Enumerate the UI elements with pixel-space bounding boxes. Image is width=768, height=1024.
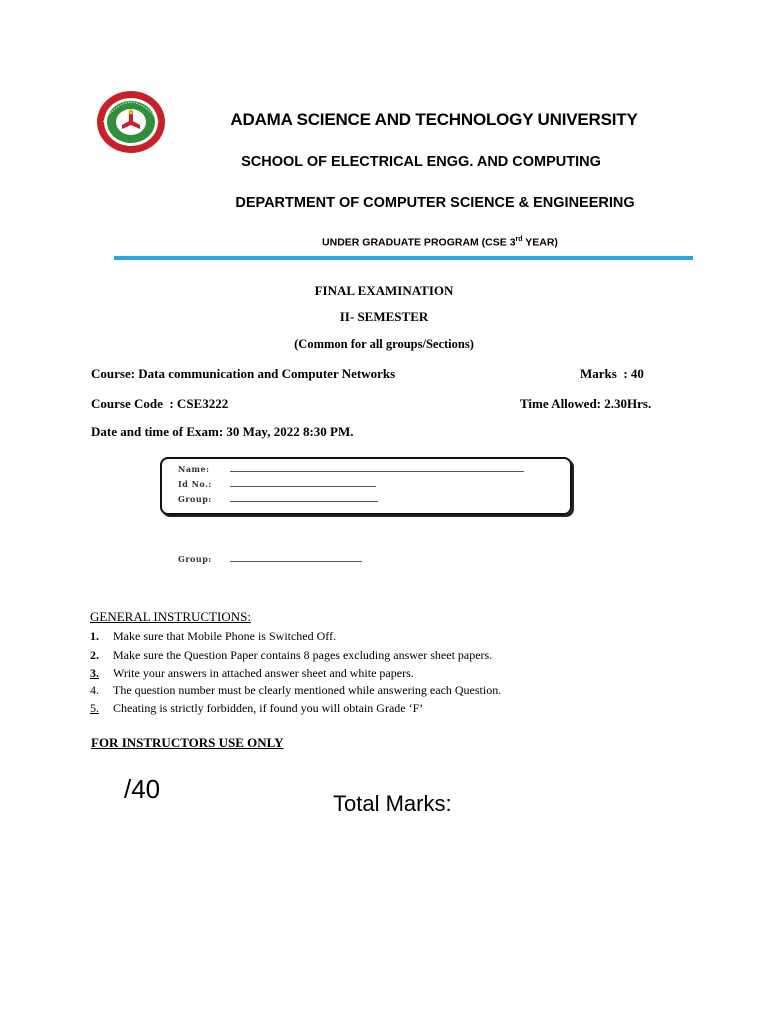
course-name: Course: Data communication and Computer Networks	[91, 366, 396, 381]
group-label-2: Group:	[178, 554, 212, 564]
group-label: Group:	[178, 494, 212, 504]
department-name: DEPARTMENT OF COMPUTER SCIENCE & ENGINEERING	[235, 195, 635, 211]
id-label: Id No.:	[178, 479, 212, 489]
university-name: ADAMA SCIENCE AND TECHNOLOGY UNIVERSITY	[230, 110, 638, 129]
exam-note: (Common for all groups/Sections)	[294, 337, 474, 351]
instructions-heading: GENERAL INSTRUCTIONS:	[90, 609, 251, 624]
exam-date-time: Date and time of Exam: 30 May, 2022 8:30 PM.	[91, 424, 354, 439]
name-label: Name:	[178, 464, 210, 474]
id-line[interactable]	[230, 486, 376, 487]
header-rule	[114, 256, 693, 260]
course-code: Course Code : CSE3222	[91, 396, 229, 411]
score-out-of: /40	[124, 774, 161, 804]
exam-semester: II- SEMESTER	[339, 309, 429, 324]
instruction-item: 5. Cheating is strictly forbidden, if found you will obtain Grade ‘F’	[90, 701, 424, 715]
instruction-item: 1. Make sure that Mobile Phone is Switched Off.	[90, 629, 337, 643]
group-line-2[interactable]	[230, 561, 362, 562]
total-marks-label: Total Marks:	[333, 791, 452, 816]
name-line[interactable]	[230, 471, 524, 472]
instruction-item: 4. The question number must be clearly mentioned while answering each Question.	[90, 683, 502, 697]
instructors-heading: FOR INSTRUCTORS USE ONLY	[91, 735, 284, 750]
instruction-item: 2. Make sure the Question Paper contains 8 pages excluding answer sheet papers.	[90, 648, 493, 662]
time-allowed: Time Allowed: 2.30Hrs.	[520, 396, 652, 411]
exam-title: FINAL EXAMINATION	[314, 283, 454, 298]
instruction-item: 3. Write your answers in attached answer sheet and white papers.	[90, 666, 414, 680]
school-name: SCHOOL OF ELECTRICAL ENGG. AND COMPUTING	[241, 154, 601, 170]
marks: Marks : 40	[580, 366, 644, 381]
program-line: UNDER GRADUATE PROGRAM (CSE 3rd YEAR)	[322, 236, 558, 249]
group-line[interactable]	[230, 501, 378, 502]
